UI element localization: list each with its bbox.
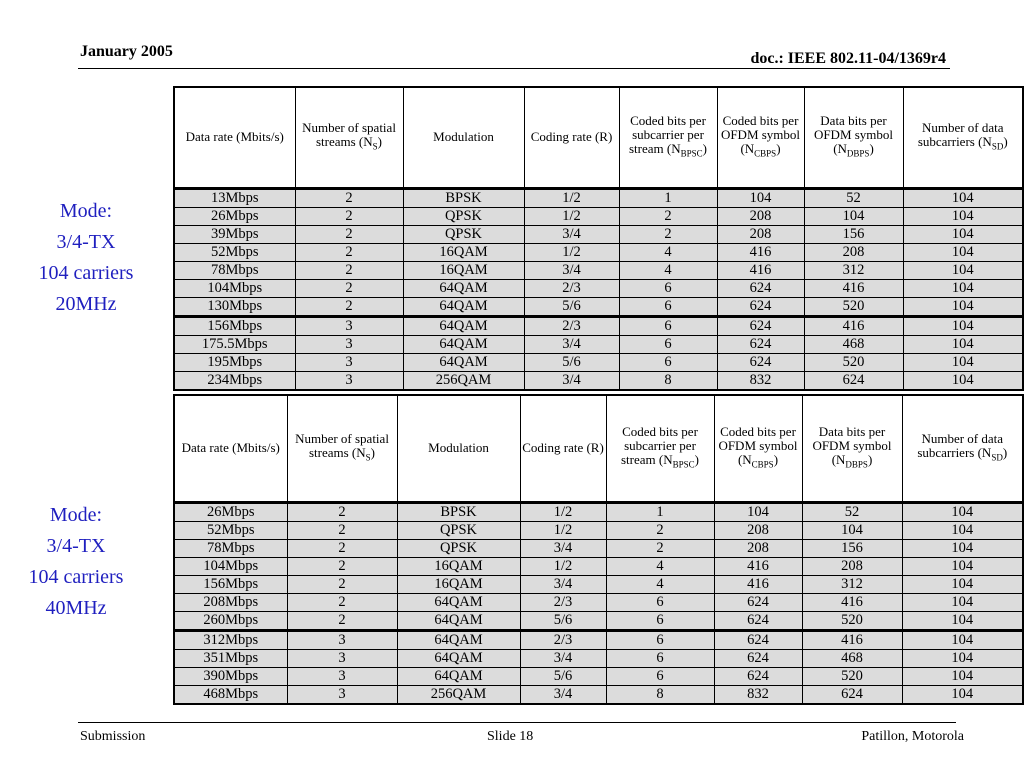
table-row [174,667,1023,685]
col-spatial-streams-cell: 3 [295,335,403,353]
col-ncbps-cell: 624 [714,649,802,667]
col-nsd-cell: 104 [903,243,1023,261]
col-spatial-streams-header [295,87,403,188]
table-row [174,611,1023,630]
col-coding-rate-cell: 1/2 [520,557,606,575]
table-row [174,539,1023,557]
table-header-row [174,87,1023,188]
footer-divider [78,722,956,723]
col-data-rate-cell: 175.5Mbps [174,335,295,353]
table-row [174,593,1023,611]
col-ncbps-cell: 624 [714,667,802,685]
col-nbpsc-cell: 6 [619,297,717,316]
header-tail: ) [867,451,873,467]
header-label: Number of spatial streams (N [302,119,396,149]
header-subscript: CBPS [754,148,777,159]
col-ncbps-cell: 624 [714,611,802,630]
col-spatial-streams-cell: 2 [295,279,403,297]
col-spatial-streams-cell: 2 [295,207,403,225]
col-modulation-cell: 64QAM [397,593,520,611]
col-coding-rate-cell: 3/4 [520,649,606,667]
header-label: Modulation [428,440,489,456]
mode-line: Mode: [49,504,103,526]
col-coding-rate-cell: 2/3 [520,630,606,649]
col-data-rate-cell: 52Mbps [174,243,295,261]
col-nsd-cell: 104 [903,279,1023,297]
header-subscript: DBPS [845,459,868,470]
header-label: Coded bits per OFDM symbol (N [720,112,801,156]
col-nsd-cell: 104 [903,207,1023,225]
col-coding-rate-cell: 3/4 [524,335,619,353]
col-coding-rate-header [520,395,606,502]
col-ndbps-cell: 520 [804,297,903,316]
col-spatial-streams-cell: 2 [295,225,403,243]
col-nbpsc-cell: 8 [606,685,714,704]
table-row [174,630,1023,649]
table-row [174,243,1023,261]
col-ndbps-cell: 156 [802,539,902,557]
table-row [174,261,1023,279]
col-ndbps-cell: 520 [802,667,902,685]
col-nsd-cell: 104 [903,335,1023,353]
mode-line: 3/4-TX [56,231,116,253]
col-ndbps-cell: 208 [804,243,903,261]
col-modulation-cell: BPSK [397,502,520,521]
header-label: Data rate (Mbits/s) [185,129,284,145]
table-row [174,371,1023,390]
col-coding-rate-cell: 1/2 [524,207,619,225]
footer-submission: Submission [80,729,146,744]
col-ndbps-cell: 624 [802,685,902,704]
col-ndbps-cell: 312 [802,575,902,593]
col-data-rate-cell: 26Mbps [174,502,287,521]
col-coding-rate-cell: 1/2 [520,521,606,539]
col-spatial-streams-header [287,395,397,502]
col-nbpsc-cell: 1 [606,502,714,521]
col-modulation-cell: 256QAM [397,685,520,704]
col-nsd-cell: 104 [903,261,1023,279]
col-nbpsc-cell: 2 [619,225,717,243]
col-ndbps-cell: 520 [802,611,902,630]
mode-line: 104 carriers [28,566,124,588]
col-data-rate-cell: 52Mbps [174,521,287,539]
col-data-rate-cell: 156Mbps [174,316,295,335]
header-label: Data bits per OFDM symbol (N [812,423,892,467]
header-subscript: BPSC [672,459,695,470]
col-modulation-cell: 64QAM [403,353,524,371]
header-subscript: CBPS [751,459,774,470]
col-nbpsc-cell: 6 [619,279,717,297]
col-data-rate-cell: 156Mbps [174,575,287,593]
col-ncbps-cell: 208 [717,225,804,243]
col-ndbps-cell: 624 [804,371,903,390]
col-ncbps-cell: 208 [714,521,802,539]
col-modulation-cell: 16QAM [397,557,520,575]
header-tail: ) [869,140,874,156]
col-ndbps-header [804,87,903,188]
col-coding-rate-cell: 5/6 [520,611,606,630]
header-date: January 2005 [80,43,173,60]
table-row [174,297,1023,316]
col-nsd-cell: 104 [902,630,1023,649]
col-spatial-streams-cell: 3 [287,630,397,649]
col-ncbps-cell: 832 [717,371,804,390]
col-ncbps-header [717,87,804,188]
mode-line: 104 carriers [38,262,134,284]
col-data-rate-cell: 78Mbps [174,261,295,279]
col-nbpsc-header [606,395,714,502]
table-row [174,207,1023,225]
col-modulation-cell: QPSK [397,521,520,539]
col-spatial-streams-cell: 3 [295,316,403,335]
header-tail: ) [776,140,781,156]
col-nbpsc-cell: 8 [619,371,717,390]
col-nbpsc-header [619,87,717,188]
header-label: Coded bits per OFDM symbol (N [718,423,798,467]
table-header-row [174,395,1023,502]
col-modulation-cell: 16QAM [397,575,520,593]
col-ncbps-cell: 104 [717,188,804,207]
col-ncbps-header [714,395,802,502]
col-nbpsc-cell: 4 [606,557,714,575]
col-coding-rate-cell: 5/6 [520,667,606,685]
col-coding-rate-cell: 2/3 [524,316,619,335]
col-ncbps-cell: 624 [717,279,804,297]
col-ndbps-cell: 104 [804,207,903,225]
header-subscript: DBPS [846,148,870,159]
col-modulation-cell: 64QAM [397,611,520,630]
col-spatial-streams-cell: 2 [287,557,397,575]
col-spatial-streams-cell: 3 [287,667,397,685]
col-coding-rate-cell: 3/4 [524,225,619,243]
table-group-2-streams [174,502,1023,630]
col-nbpsc-cell: 2 [606,539,714,557]
col-ncbps-cell: 624 [717,353,804,371]
col-modulation-cell: 64QAM [403,335,524,353]
col-ncbps-cell: 416 [717,243,804,261]
col-ncbps-cell: 104 [714,502,802,521]
col-ncbps-cell: 416 [714,557,802,575]
col-coding-rate-cell: 3/4 [520,539,606,557]
col-coding-rate-cell: 1/2 [524,188,619,207]
col-modulation-cell: 64QAM [403,279,524,297]
mode-line: Mode: [59,200,113,222]
col-ndbps-cell: 468 [804,335,903,353]
col-nsd-cell: 104 [902,649,1023,667]
col-nbpsc-cell: 1 [619,188,717,207]
col-nbpsc-cell: 2 [606,521,714,539]
header-label: Coded bits per subcarrier per stream (N [621,423,698,467]
col-ncbps-cell: 416 [714,575,802,593]
table-row [174,557,1023,575]
col-spatial-streams-cell: 2 [287,539,397,557]
col-data-rate-cell: 104Mbps [174,557,287,575]
col-coding-rate-cell: 3/4 [524,371,619,390]
col-data-rate-cell: 104Mbps [174,279,295,297]
col-ndbps-cell: 156 [804,225,903,243]
col-ncbps-cell: 624 [717,335,804,353]
col-spatial-streams-cell: 2 [287,593,397,611]
col-nsd-cell: 104 [903,316,1023,335]
table-row [174,316,1023,335]
col-data-rate-cell: 312Mbps [174,630,287,649]
col-nbpsc-cell: 6 [606,593,714,611]
col-ndbps-cell: 104 [802,521,902,539]
col-data-rate-cell: 234Mbps [174,371,295,390]
header-subscript: SD [991,141,1004,152]
col-modulation-cell: QPSK [403,225,524,243]
col-spatial-streams-cell: 2 [287,521,397,539]
header-tail: ) [377,133,383,149]
col-modulation-cell: 64QAM [403,316,524,335]
col-spatial-streams-cell: 2 [287,575,397,593]
header-label: Coded bits per subcarrier per stream (N [629,112,706,156]
header-label: Coding rate (R) [530,129,613,145]
col-data-rate-cell: 260Mbps [174,611,287,630]
header-label: Data bits per OFDM symbol (N [813,112,894,156]
footer-slide-number: Slide 18 [487,729,534,744]
col-data-rate-cell: 351Mbps [174,649,287,667]
col-modulation-cell: 64QAM [403,297,524,316]
col-modulation-cell: 256QAM [403,371,524,390]
mode-line: 20MHz [55,293,117,315]
col-ndbps-cell: 416 [804,316,903,335]
table-row [174,685,1023,704]
mode-label-20mhz [18,196,154,320]
col-coding-rate-cell: 1/2 [524,243,619,261]
col-nbpsc-cell: 6 [606,667,714,685]
col-nbpsc-cell: 2 [619,207,717,225]
table-row [174,649,1023,667]
col-nbpsc-cell: 6 [606,649,714,667]
header-label: Number of data subcarriers (N [917,119,1004,149]
col-coding-rate-cell: 5/6 [524,353,619,371]
rate-table-20mhz [173,86,1024,391]
header-subscript: BPSC [680,148,703,159]
col-spatial-streams-cell: 3 [287,685,397,704]
table-group-3-streams [174,630,1023,704]
table-group-2-streams [174,188,1023,316]
col-nbpsc-cell: 4 [606,575,714,593]
table-row [174,353,1023,371]
header-tail: ) [694,451,699,467]
col-coding-rate-cell: 3/4 [520,685,606,704]
col-ncbps-cell: 208 [717,207,804,225]
table-group-3-streams [174,316,1023,390]
col-nsd-cell: 104 [902,557,1023,575]
col-nsd-cell: 104 [902,611,1023,630]
col-data-rate-header [174,87,295,188]
mode-line: 3/4-TX [46,535,106,557]
header-subscript: S [365,452,371,463]
col-modulation-cell: QPSK [397,539,520,557]
col-ncbps-cell: 624 [717,297,804,316]
col-coding-rate-cell: 2/3 [524,279,619,297]
col-nsd-cell: 104 [903,188,1023,207]
col-modulation-cell: 16QAM [403,243,524,261]
col-spatial-streams-cell: 2 [295,297,403,316]
table-row [174,225,1023,243]
col-nsd-cell: 104 [902,502,1023,521]
col-ncbps-cell: 832 [714,685,802,704]
col-spatial-streams-cell: 2 [295,243,403,261]
col-ncbps-cell: 624 [714,630,802,649]
header-tail: ) [702,140,707,156]
col-spatial-streams-cell: 2 [295,188,403,207]
table-row [174,575,1023,593]
mode-line: 40MHz [45,597,107,619]
col-data-rate-header [174,395,287,502]
header-tail: ) [773,451,779,467]
col-modulation-cell: 64QAM [397,667,520,685]
col-nbpsc-cell: 6 [606,630,714,649]
col-ndbps-cell: 312 [804,261,903,279]
col-nsd-cell: 104 [902,685,1023,704]
col-nsd-cell: 104 [902,539,1023,557]
col-ndbps-cell: 520 [804,353,903,371]
header-label: Coding rate (R) [522,440,604,456]
col-nbpsc-cell: 6 [619,353,717,371]
col-ncbps-cell: 208 [714,539,802,557]
col-data-rate-cell: 13Mbps [174,188,295,207]
col-nbpsc-cell: 6 [619,335,717,353]
col-data-rate-cell: 208Mbps [174,593,287,611]
col-nsd-cell: 104 [903,371,1023,390]
col-nbpsc-cell: 6 [619,316,717,335]
table-row [174,502,1023,521]
header-tail: ) [370,444,376,460]
header-subscript: SD [991,452,1003,463]
col-nsd-cell: 104 [902,667,1023,685]
col-ndbps-cell: 52 [802,502,902,521]
col-coding-rate-cell: 3/4 [524,261,619,279]
col-modulation-cell: BPSK [403,188,524,207]
header-label: Number of data subcarriers (N [917,430,1004,460]
header-label: Data rate (Mbits/s) [181,440,280,456]
col-nsd-cell: 104 [902,521,1023,539]
col-spatial-streams-cell: 2 [295,261,403,279]
col-spatial-streams-cell: 2 [287,502,397,521]
col-ndbps-header [802,395,902,502]
col-nsd-header [902,395,1023,502]
col-modulation-header [403,87,524,188]
col-data-rate-cell: 26Mbps [174,207,295,225]
table-row [174,521,1023,539]
col-nsd-cell: 104 [903,225,1023,243]
col-data-rate-cell: 468Mbps [174,685,287,704]
col-spatial-streams-cell: 2 [287,611,397,630]
footer-author: Patillon, Motorola [861,729,964,744]
header-doc-id: doc.: IEEE 802.11-04/1369r4 [750,50,946,67]
col-ncbps-cell: 624 [714,593,802,611]
col-ndbps-cell: 416 [802,630,902,649]
col-data-rate-cell: 390Mbps [174,667,287,685]
col-spatial-streams-cell: 3 [295,353,403,371]
col-nbpsc-cell: 4 [619,243,717,261]
header-label: Modulation [433,129,494,145]
col-nsd-cell: 104 [902,593,1023,611]
col-nsd-cell: 104 [902,575,1023,593]
col-coding-rate-cell: 1/2 [520,502,606,521]
table-row [174,188,1023,207]
col-coding-rate-cell: 2/3 [520,593,606,611]
col-data-rate-cell: 39Mbps [174,225,295,243]
col-modulation-cell: 64QAM [397,630,520,649]
col-ndbps-cell: 468 [802,649,902,667]
col-data-rate-cell: 195Mbps [174,353,295,371]
header-divider [78,68,950,69]
col-coding-rate-cell: 5/6 [524,297,619,316]
col-modulation-header [397,395,520,502]
mode-label-40mhz [8,500,144,624]
col-ndbps-cell: 416 [802,593,902,611]
col-spatial-streams-cell: 3 [295,371,403,390]
col-ndbps-cell: 416 [804,279,903,297]
header-tail: ) [1003,133,1008,149]
col-ndbps-cell: 208 [802,557,902,575]
col-ncbps-cell: 416 [717,261,804,279]
col-modulation-cell: QPSK [403,207,524,225]
col-nsd-cell: 104 [903,353,1023,371]
table-row [174,279,1023,297]
rate-table-40mhz [173,394,1024,705]
table-row [174,335,1023,353]
col-data-rate-cell: 78Mbps [174,539,287,557]
col-nbpsc-cell: 4 [619,261,717,279]
col-spatial-streams-cell: 3 [287,649,397,667]
col-data-rate-cell: 130Mbps [174,297,295,316]
header-label: Number of spatial streams (N [295,430,389,460]
col-nsd-header [903,87,1023,188]
col-coding-rate-cell: 3/4 [520,575,606,593]
header-tail: ) [1002,444,1008,460]
col-nsd-cell: 104 [903,297,1023,316]
col-modulation-cell: 64QAM [397,649,520,667]
col-ndbps-cell: 52 [804,188,903,207]
col-ncbps-cell: 624 [717,316,804,335]
col-modulation-cell: 16QAM [403,261,524,279]
header-subscript: S [372,141,378,152]
col-coding-rate-header [524,87,619,188]
col-nbpsc-cell: 6 [606,611,714,630]
